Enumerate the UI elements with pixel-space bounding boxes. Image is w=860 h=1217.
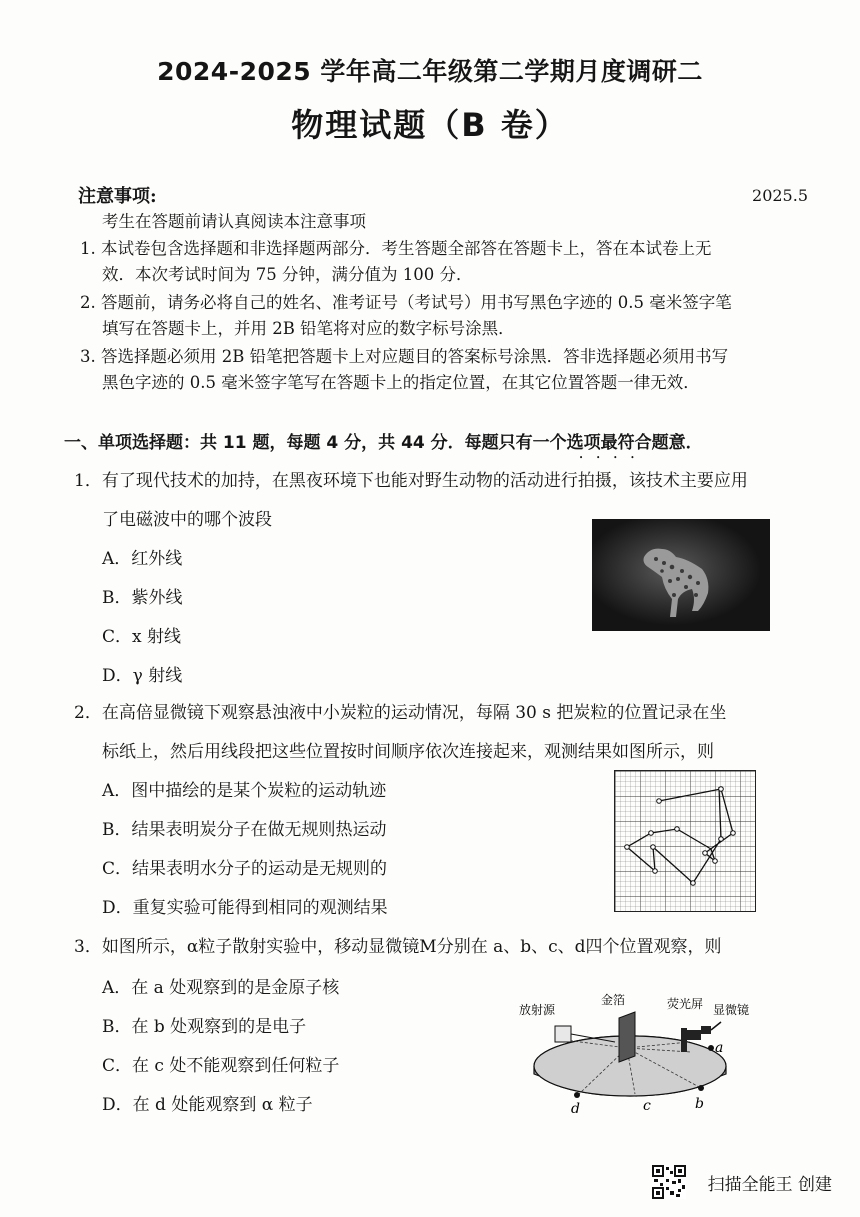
question-3-option: D．在 d 处能观察到 α 粒子: [102, 1095, 313, 1115]
question-2-stem: 标纸上，然后用线段把这些位置按时间顺序依次连接起来，观测结果如图所示，则: [102, 742, 714, 762]
question-1-stem: 1．有了现代技术的加持，在黑夜环境下也能对野生动物的活动进行拍摄，该技术主要应用: [74, 471, 748, 491]
notice-heading: 注意事项:: [78, 186, 157, 207]
notice-line: 3. 答选择题必须用 2B 铅笔把答题卡上对应题目的答案标号涂黑．答非选择题必须用书写: [80, 347, 729, 366]
question-2-option: D．重复实验可能得到相同的观测结果: [102, 898, 388, 918]
label-c: c: [643, 1098, 651, 1114]
question-3-stem: 3．如图所示，α粒子散射实验中，移动显微镜M分别在 a、b、c、d四个位置观察，则: [74, 937, 722, 957]
label-foil: 金箔: [601, 993, 626, 1007]
notice-line: 2. 答题前，请务必将自己的姓名、准考证号（考试号）用书写黑色字迹的 0.5 毫米签字笔: [80, 293, 732, 312]
notice-line: 效．本次考试时间为 75 分钟，满分值为 100 分．: [102, 265, 473, 284]
question-1-option: C．x 射线: [102, 627, 181, 647]
notice-line: 填写在答题卡上，并用 2B 铅笔将对应的数字标号涂黑．: [102, 319, 515, 338]
label-microscope: 显微镜: [713, 1003, 750, 1017]
question-1-option: D．γ 射线: [102, 666, 183, 686]
question-3-option: C．在 c 处不能观察到任何粒子: [102, 1056, 340, 1076]
emphasis-dots: ••••: [579, 454, 648, 462]
question-2-stem: 2．在高倍显微镜下观察悬浊液中小炭粒的运动情况，每隔 30 s 把炭粒的位置记录在坐: [74, 703, 727, 723]
label-b: b: [695, 1096, 704, 1112]
question-1-option: A．红外线: [102, 549, 183, 569]
question-2-option: A．图中描绘的是某个炭粒的运动轨迹: [102, 781, 387, 801]
label-a: a: [715, 1040, 724, 1056]
exam-date: 2025.5: [752, 186, 808, 205]
exam-subtitle: 物理试题（B 卷）: [291, 106, 569, 144]
question-1-stem: 了电磁波中的哪个波段: [102, 510, 272, 530]
question-2-option: C．结果表明水分子的运动是无规则的: [102, 859, 388, 879]
section-heading: 一、单项选择题：共 11 题，每题 4 分，共 44 分．每题只有一个选项最符合题意．: [64, 433, 703, 453]
alpha-scattering-apparatus: [515, 990, 765, 1115]
question-3-option: A．在 a 处观察到的是金原子核: [102, 978, 340, 998]
scanner-watermark: 扫描全能王 创建: [707, 1175, 832, 1195]
label-d: d: [571, 1101, 580, 1115]
notice-line: 黑色字迹的 0.5 毫米签字笔写在答题卡上的指定位置，在其它位置答题一律无效．: [102, 373, 700, 392]
night-leopard-photo: [592, 519, 770, 631]
question-2-option: B．结果表明炭分子在做无规则热运动: [102, 820, 387, 840]
qr-code-icon: [652, 1165, 686, 1199]
exam-title: 2024-2025 学年高二年级第二学期月度调研二: [157, 57, 703, 86]
notice-line: 1. 本试卷包含选择题和非选择题两部分．考生答题全部答在答题卡上，答在本试卷上无: [80, 239, 712, 258]
question-3-option: B．在 b 处观察到的是电子: [102, 1017, 307, 1037]
notice-intro: 考生在答题前请认真阅读本注意事项: [102, 212, 366, 231]
brownian-motion-grid: [614, 770, 756, 912]
label-screen: 荧光屏: [667, 997, 704, 1011]
label-source: 放射源: [519, 1003, 556, 1017]
question-1-option: B．紫外线: [102, 588, 183, 608]
